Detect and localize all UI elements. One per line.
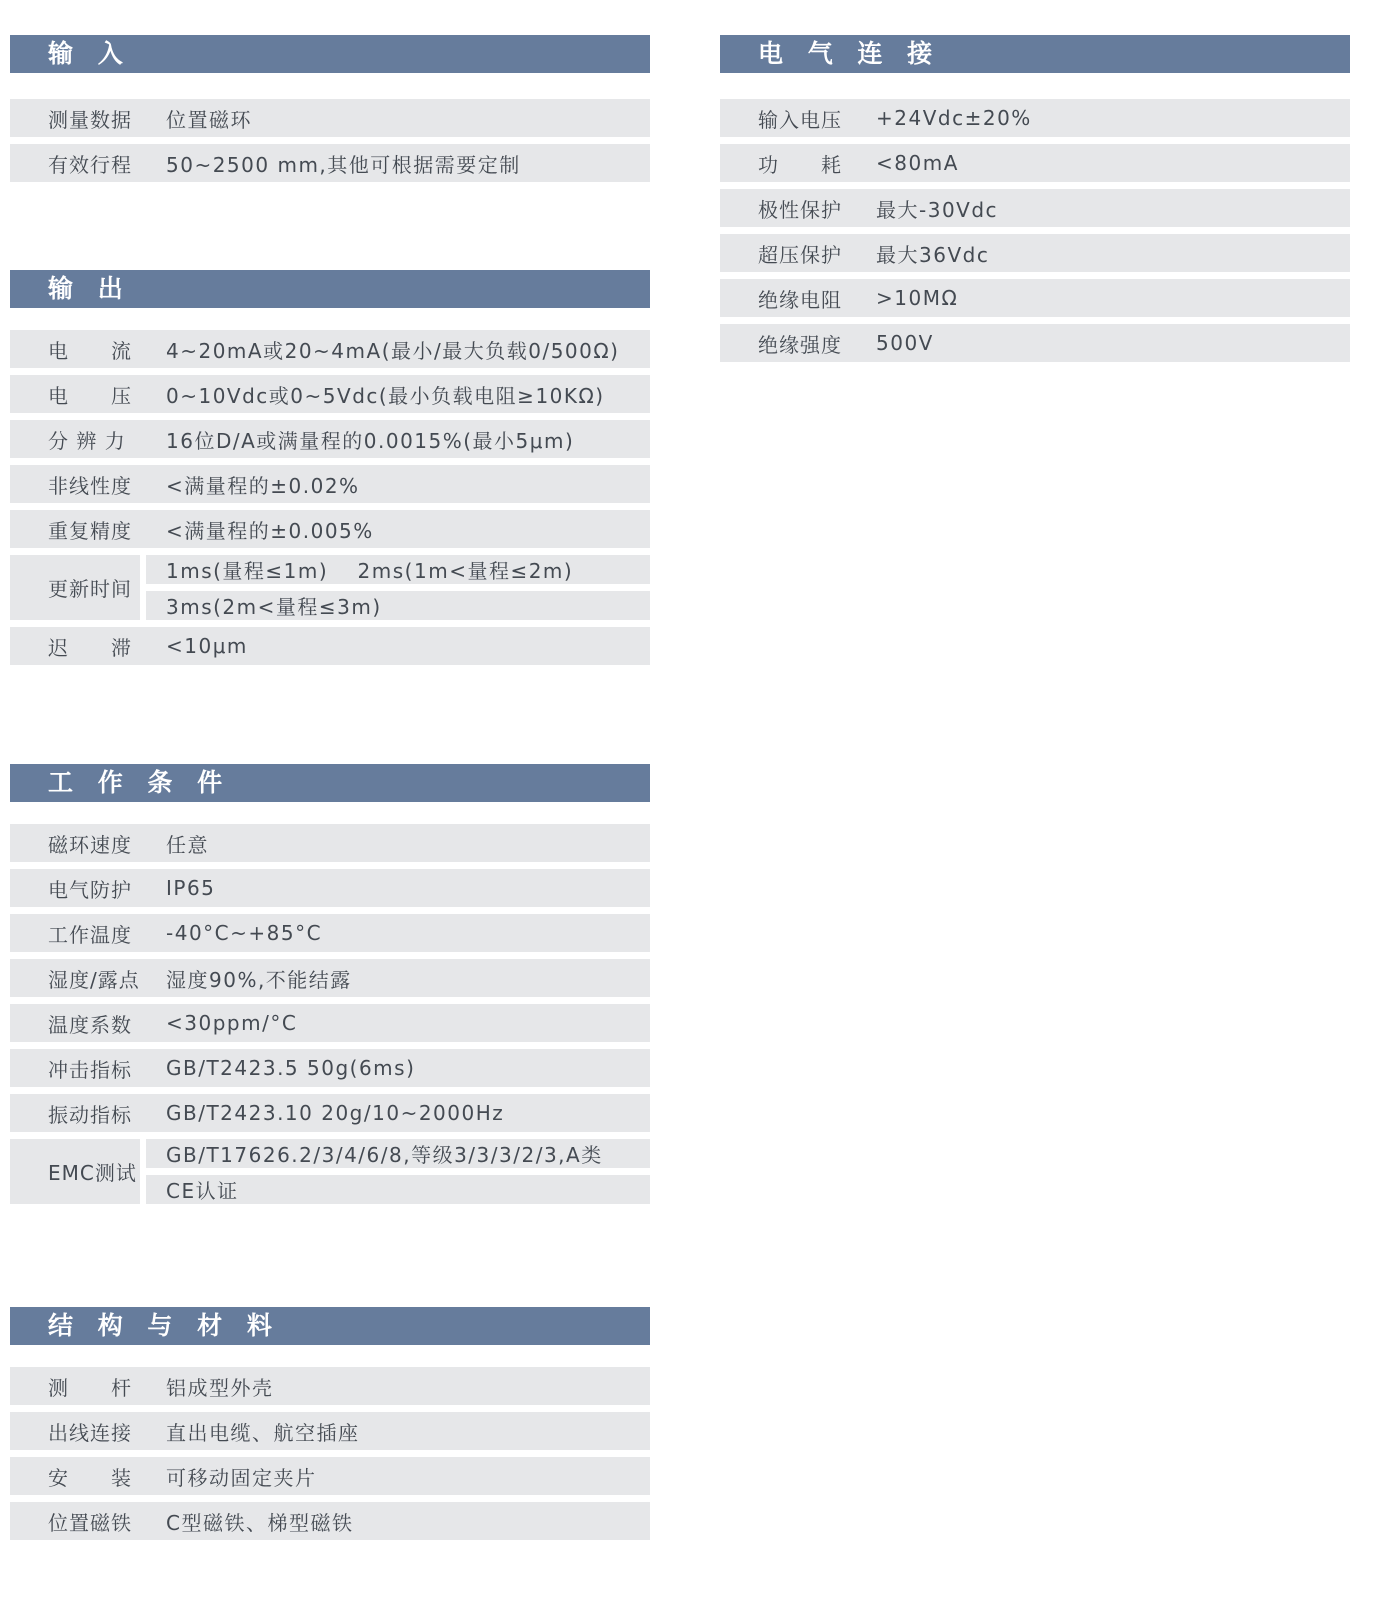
spec-label: 非线性度	[10, 465, 140, 503]
spec-label: 电气防护	[10, 869, 140, 907]
spec-label: EMC测试	[10, 1139, 140, 1204]
spec-label: 工作温度	[10, 914, 140, 952]
section-title: 输 入	[10, 35, 650, 73]
spec-label: 温度系数	[10, 1004, 140, 1042]
section-working-conditions	[10, 764, 650, 1211]
spec-row	[720, 189, 1350, 227]
spec-value: <满量程的±0.02%	[140, 465, 650, 503]
spec-row	[720, 234, 1350, 272]
spec-value: GB/T2423.5 50g(6ms)	[140, 1049, 650, 1087]
spec-row	[10, 99, 650, 137]
spec-row	[10, 144, 650, 182]
spec-label: 迟 滞	[10, 627, 140, 665]
spec-label: 分 辨 力	[10, 420, 140, 458]
spec-label: 绝缘电阻	[720, 279, 850, 317]
spec-value: 16位D/A或满量程的0.0015%(最小5μm)	[140, 420, 650, 458]
spec-row	[10, 375, 650, 413]
spec-row	[720, 324, 1350, 362]
spec-label: 湿度/露点	[10, 959, 140, 997]
section-input	[10, 35, 650, 189]
spec-value: <10μm	[140, 627, 650, 665]
spec-value: 任意	[140, 824, 650, 862]
spec-values	[146, 555, 650, 620]
section-structure-materials	[10, 1307, 650, 1547]
spec-value: <满量程的±0.005%	[140, 510, 650, 548]
spec-row	[10, 1004, 650, 1042]
spec-label: 冲击指标	[10, 1049, 140, 1087]
spec-row	[10, 1457, 650, 1495]
spec-label: 测 杆	[10, 1367, 140, 1405]
spec-value: C型磁铁、梯型磁铁	[140, 1502, 650, 1540]
spec-value: 50~2500 mm,其他可根据需要定制	[140, 144, 650, 182]
spec-row	[10, 1049, 650, 1087]
spec-label: 位置磁铁	[10, 1502, 140, 1540]
spec-value: 3ms(2m<量程≤3m)	[146, 591, 650, 620]
spec-label: 磁环速度	[10, 824, 140, 862]
spec-value: CE认证	[146, 1175, 650, 1204]
spec-value: -40°C~+85°C	[140, 914, 650, 952]
spec-value: 500V	[850, 324, 1350, 362]
spec-value: 最大36Vdc	[850, 234, 1350, 272]
spec-label: 出线连接	[10, 1412, 140, 1450]
spec-value: >10MΩ	[850, 279, 1350, 317]
spec-row	[10, 869, 650, 907]
spec-value: IP65	[140, 869, 650, 907]
spec-label: 更新时间	[10, 555, 140, 620]
section-title: 电 气 连 接	[720, 35, 1350, 73]
spec-row	[10, 510, 650, 548]
spec-row	[10, 1367, 650, 1405]
section-title: 结 构 与 材 料	[10, 1307, 650, 1345]
spec-row-update-time	[10, 555, 650, 620]
spec-value: 湿度90%,不能结露	[140, 959, 650, 997]
spec-value: 1ms(量程≤1m) 2ms(1m<量程≤2m)	[146, 555, 650, 584]
spec-label: 重复精度	[10, 510, 140, 548]
spec-row	[10, 1502, 650, 1540]
spec-label: 测量数据	[10, 99, 140, 137]
spec-label: 有效行程	[10, 144, 140, 182]
section-electrical	[720, 35, 1350, 369]
spec-row	[10, 465, 650, 503]
spec-value: 位置磁环	[140, 99, 650, 137]
spec-row	[10, 1094, 650, 1132]
spec-label: 电 压	[10, 375, 140, 413]
spec-value: 0~10Vdc或0~5Vdc(最小负载电阻≥10KΩ)	[140, 375, 650, 413]
spec-row	[10, 1412, 650, 1450]
spec-label: 超压保护	[720, 234, 850, 272]
spec-value: 最大-30Vdc	[850, 189, 1350, 227]
spec-value: 4~20mA或20~4mA(最小/最大负载0/500Ω)	[140, 330, 650, 368]
spec-row	[720, 99, 1350, 137]
spec-row	[10, 914, 650, 952]
spec-label: 极性保护	[720, 189, 850, 227]
spec-row	[720, 144, 1350, 182]
spec-value: GB/T17626.2/3/4/6/8,等级3/3/3/2/3,A类	[146, 1139, 650, 1168]
section-title: 工 作 条 件	[10, 764, 650, 802]
spec-row-emc	[10, 1139, 650, 1204]
section-output	[10, 270, 650, 672]
spec-label: 振动指标	[10, 1094, 140, 1132]
spec-value: <30ppm/°C	[140, 1004, 650, 1042]
spec-value: +24Vdc±20%	[850, 99, 1350, 137]
spec-value: 直出电缆、航空插座	[140, 1412, 650, 1450]
spec-label: 安 装	[10, 1457, 140, 1495]
spec-row	[10, 959, 650, 997]
spec-label: 绝缘强度	[720, 324, 850, 362]
spec-row	[720, 279, 1350, 317]
spec-value: 铝成型外壳	[140, 1367, 650, 1405]
spec-row	[10, 330, 650, 368]
spec-row	[10, 420, 650, 458]
spec-values	[146, 1139, 650, 1204]
spec-row	[10, 627, 650, 665]
spec-label: 输入电压	[720, 99, 850, 137]
spec-value: 可移动固定夹片	[140, 1457, 650, 1495]
spec-value: GB/T2423.10 20g/10~2000Hz	[140, 1094, 650, 1132]
spec-label: 电 流	[10, 330, 140, 368]
spec-label: 功 耗	[720, 144, 850, 182]
spec-value: <80mA	[850, 144, 1350, 182]
spec-row	[10, 824, 650, 862]
section-title: 输 出	[10, 270, 650, 308]
